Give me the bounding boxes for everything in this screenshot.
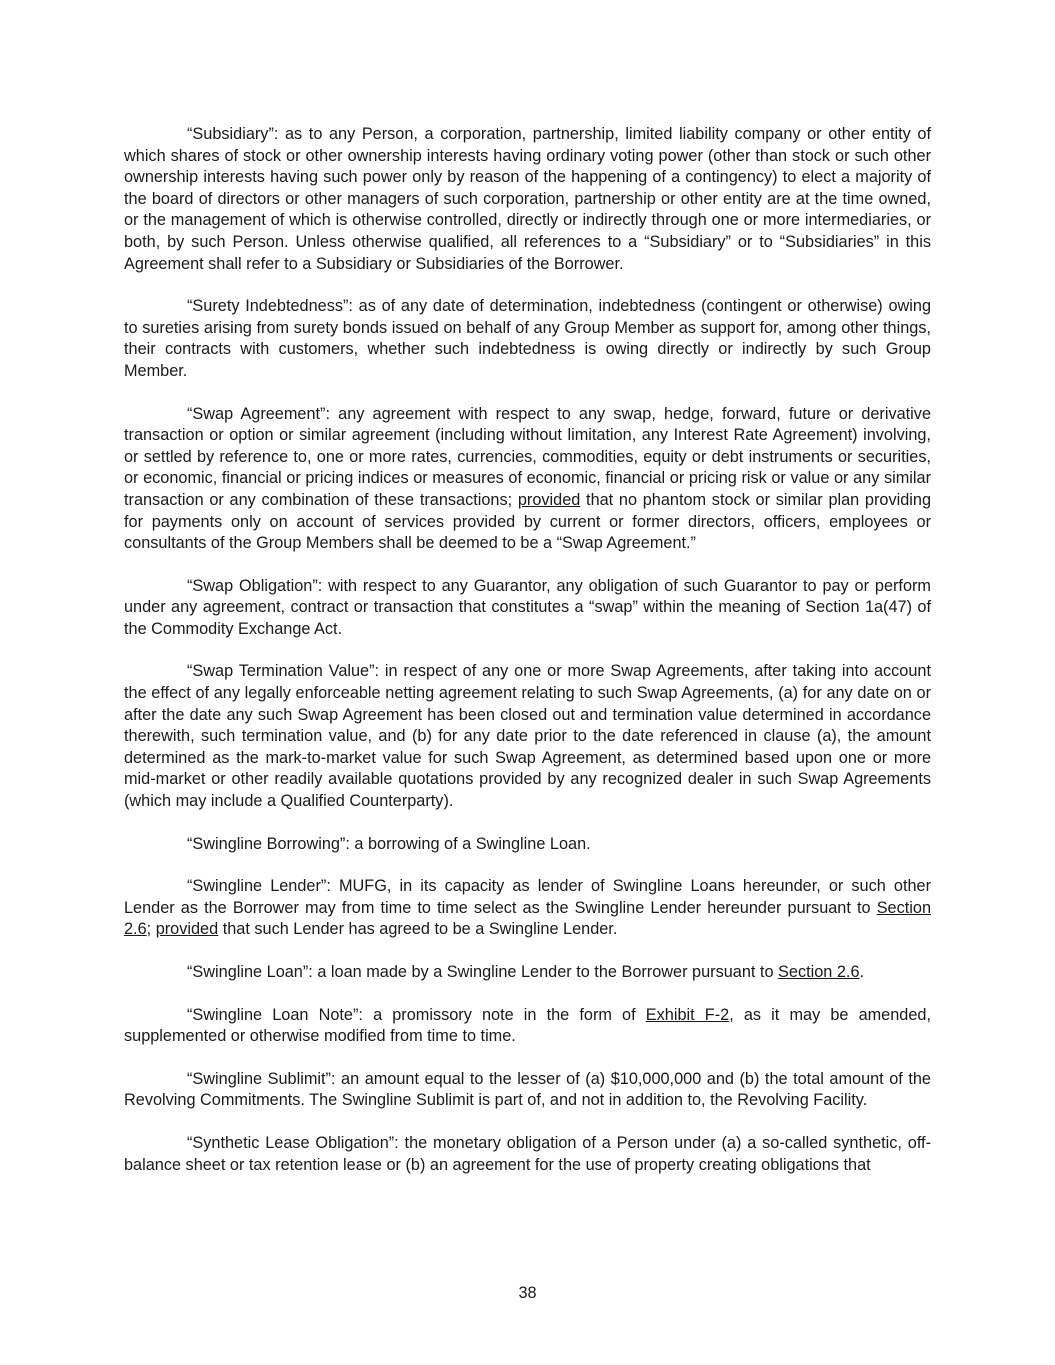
definition-synthetic-lease-obligation [124,1133,931,1176]
definition-text: that such Lender has agreed to be a Swingline Lender. [222,920,618,939]
definition-text: as to any Person, a corporation, partnership, limited liability company or other entity of which shares of stock or other ownership interests having ordinary voting power (other than stock or such other ownership interests having such power only by reason of the happening of a contingency) to elect a majority of the board of directors or other managers of such corporation, partnership or other entity are at the time owned, or the management of which is otherwise controlled, directly or indirectly through one or more intermediaries, or both, by such Person. Unless otherwise qualified, all references to a “Subsidiary” or to “Subsidiaries” in this Agreement shall refer to a Subsidiary or Subsidiaries of the Borrower. [124,125,931,273]
provided-term: provided [517,490,581,509]
defined-term: “Synthetic Lease Obligation”: [187,1133,399,1152]
page-number: 38 [518,1284,537,1302]
definition-text: any agreement with respect to any swap, hedge, forward, future or derivative transaction or option or similar agreement (including without limitation, any Interest Rate Agreement) involving, or settled by reference to, one or more rates, currencies, commodities, equity or debt instruments or securities, or economic, financial or pricing indices or measures of economic, financial or pricing risk or value or any similar transaction or any combination of these transactions; [124,404,931,509]
definition-text: that no phantom stock or similar plan providing for payments only on account of services provided by current or former directors, officers, employees or consultants of the Group Members shall be deemed to be a “Swap Agreement.” [124,490,932,553]
exhibit-reference-link: Exhibit F-2 [645,1005,730,1024]
definition-swap-agreement [124,404,931,555]
definition-text: a borrowing of a Swingline Loan. [354,834,591,853]
defined-term: “Swingline Loan”: [187,963,313,981]
defined-term: “Surety Indebtedness”: [187,297,353,316]
definition-text: as of any date of determination, indebtedness (contingent or otherwise) owing to sureties arising from surety bonds issued on behalf of any Group Member as support for, among other things, their contracts with customers, whether such indebtedness is owing directly or indirectly by such Group Member. [124,297,932,380]
defined-term: “Swingline Sublimit”: [187,1069,336,1088]
definition-swingline-sublimit [124,1069,931,1112]
definition-text: in respect of any one or more Swap Agreements, after taking into account the effect of any legally enforceable netting agreement relating to such Swap Agreements, (a) for any date on or after the date any such Swap Agreement has been closed out and termination value determined in accordance therewith, such termination value, and (b) for any date prior to the date referenced in clause (a), the amount determined as the mark-to-market value for such Swap Agreement, as determined based upon one or more mid-market or other readily available quotations provided by any recognized dealer in such Swap Agreements (which may include a Qualified Counterparty). [124,662,931,811]
definition-swap-obligation [124,576,931,641]
definition-text: . [859,963,865,981]
definition-swingline-loan-note [124,1005,931,1048]
defined-term: “Subsidiary”: [187,125,279,143]
defined-term: “Swap Agreement”: [187,404,330,423]
defined-term: “Swap Obligation”: [187,576,323,595]
definition-swingline-loan [124,962,931,984]
definition-swingline-borrowing [124,834,931,856]
definition-swingline-lender [124,876,931,941]
defined-term: “Swingline Borrowing”: [187,834,350,853]
defined-term: “Swap Termination Value”: [187,662,380,681]
definition-text: with respect to any Guarantor, any obligation of such Guarantor to pay or perform under any agreement, contract or transaction that constitutes a “swap” within the meaning of Section 1a(47) of the Commodity Exchange Act. [124,576,931,638]
defined-term: “Swingline Lender”: [187,877,331,896]
definition-text: the monetary obligation of a Person under (a) a so-called synthetic, off-balance sheet or tax retention lease or (b) an agreement for the use of property creating obligations that [124,1133,931,1174]
definition-text: , as it may be amended, supplemented or otherwise modified from time to time. [124,1005,931,1046]
definition-text: an amount equal to the lesser of (a) $10,000,000 and (b) the total amount of the Revolving Commitments. The Swingline Sublimit is part of, and not in addition to, the Revolving Facility. [124,1069,931,1110]
section-reference-link: Section 2.6 [124,898,931,939]
definition-text: a promissory note in the form of [373,1005,636,1024]
definition-surety-indebtedness [124,296,931,382]
definition-swap-termination-value [124,661,931,812]
defined-term: “Swingline Loan Note”: [187,1005,363,1024]
section-reference-link: Section 2.6 [778,963,860,981]
definition-text: MUFG, in its capacity as lender of Swingline Loans hereunder, or such other Lender as the Borrower may from time to time select as the Swingline Lender hereunder pursuant to [124,877,931,917]
definitions-section [124,124,931,1197]
provided-term: provided [155,920,219,939]
definition-text: a loan made by a Swingline Lender to the Borrower pursuant to [317,963,774,981]
separator: ; [146,920,152,939]
definition-subsidiary [124,124,931,275]
